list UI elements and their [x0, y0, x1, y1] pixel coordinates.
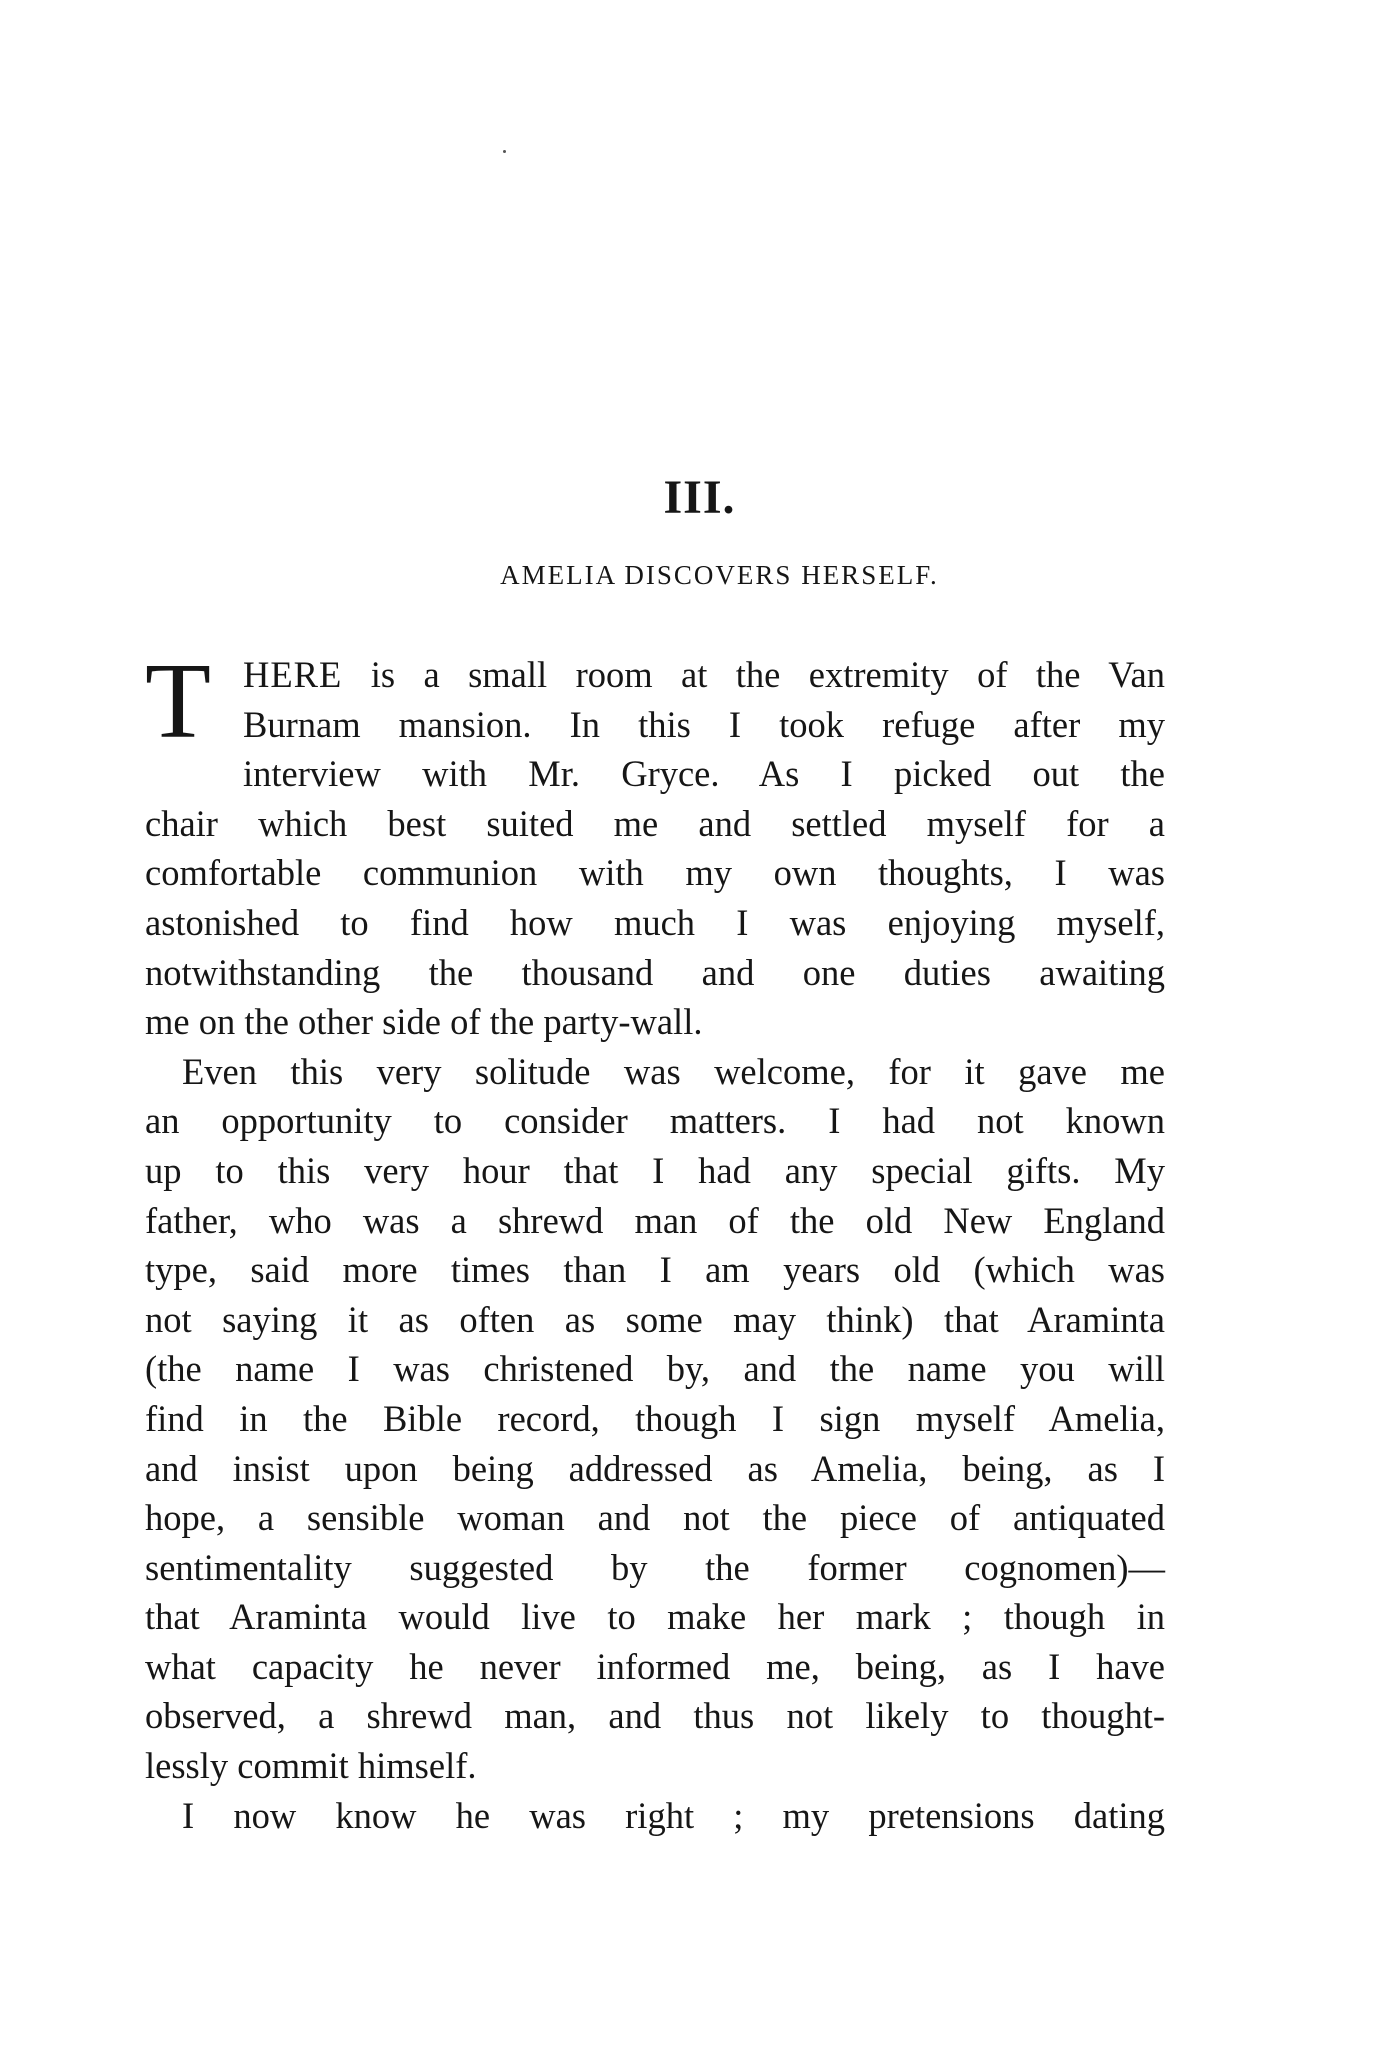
chapter-title: AMELIA DISCOVERS HERSELF.: [500, 560, 939, 590]
print-speck: [503, 150, 506, 153]
text-line: find in the Bible record, though I sign myself Amelia,: [145, 1397, 1165, 1439]
text-line: [145, 650, 1165, 700]
text-line: an opportunity to consider matters. I had not known: [145, 1100, 1165, 1142]
text-line: me on the other side of the party-wall.: [145, 1001, 703, 1043]
drop-cap: T: [145, 642, 211, 761]
text-line: comfortable communion with my own thoughts, I was: [145, 852, 1165, 894]
text-line: sentimentality suggested by the former cognomen)—: [145, 1546, 1165, 1588]
text-line: (the name I was christened by, and the name you will: [145, 1348, 1165, 1390]
text-line: not saying it as often as some may think) that Araminta: [145, 1298, 1165, 1340]
opening-word: HERE: [243, 654, 343, 695]
text-line: observed, a shrewd man, and thus not likely to thought-: [145, 1695, 1165, 1737]
text-line: what capacity he never informed me, being, as I have: [145, 1645, 1165, 1687]
text-line: notwithstanding the thousand and one duties awaiting: [145, 951, 1165, 993]
text-line: Even this very solitude was welcome, for it gave me: [182, 1050, 1165, 1092]
chapter-number: III.: [663, 471, 736, 524]
text-line: chair which best suited me and settled myself for a: [145, 802, 1165, 844]
text-line: interview with Mr. Gryce. As I picked out the: [243, 753, 1165, 795]
text-line: lessly commit himself.: [145, 1745, 477, 1787]
text-line: and insist upon being addressed as Amelia, being, as I: [145, 1447, 1165, 1489]
text-line: I now know he was right ; my pretensions dating: [182, 1794, 1165, 1836]
text-line: father, who was a shrewd man of the old New England: [145, 1199, 1165, 1241]
body-text: [145, 642, 1165, 1840]
opening-line-rest: is a small room at the extremity of the Van: [342, 654, 1165, 695]
text-line: that Araminta would live to make her mark ; though in: [145, 1596, 1165, 1638]
paragraph-3: [145, 1791, 1165, 1841]
text-line: hope, a sensible woman and not the piece of antiquated: [145, 1497, 1165, 1539]
paragraph-2: [145, 1047, 1165, 1791]
paragraph-1: [145, 642, 1165, 1047]
text-line: Burnam mansion. In this I took refuge after my: [243, 703, 1165, 745]
text-line: type, said more times than I am years old (which was: [145, 1249, 1165, 1291]
text-line: astonished to find how much I was enjoying myself,: [145, 901, 1165, 943]
text-line: up to this very hour that I had any special gifts. My: [145, 1149, 1165, 1191]
